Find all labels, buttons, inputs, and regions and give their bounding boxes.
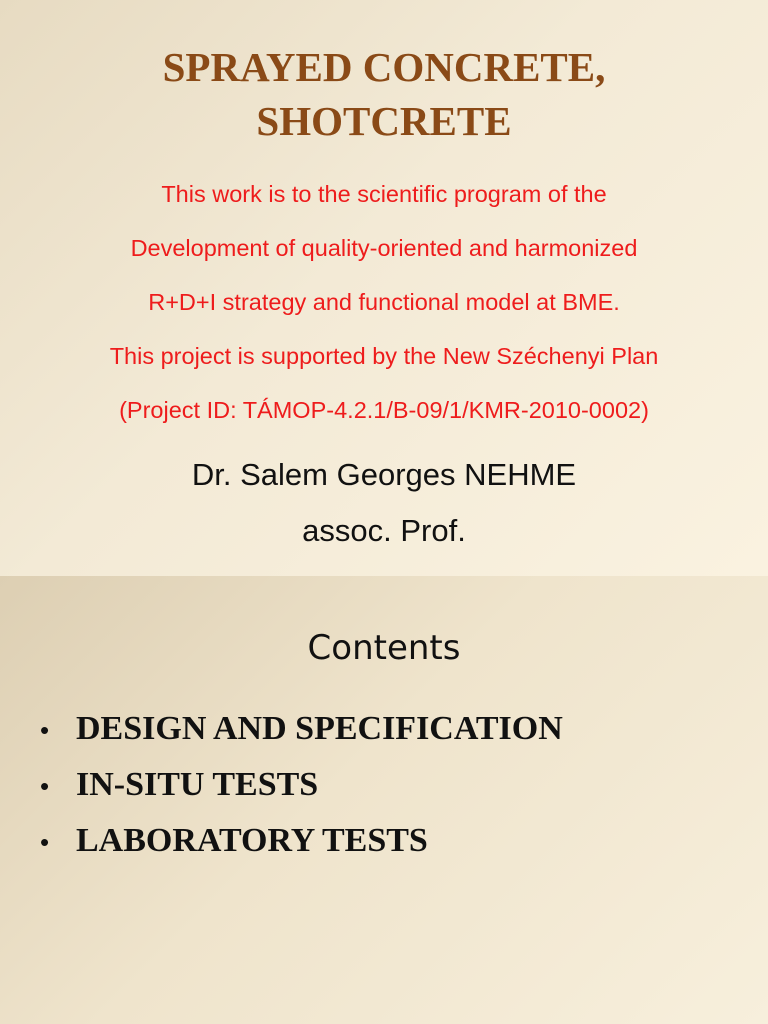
funding-text-line-3: R+D+I strategy and functional model at BME.: [148, 289, 620, 315]
bullet-icon: •: [40, 771, 50, 801]
author-name: Dr. Salem Georges NEHME: [191, 457, 577, 492]
contents-list: [40, 710, 563, 878]
funding-text-line-1: This work is to the scientific program of the: [161, 181, 607, 207]
slide-title-line-2: SHOTCRETE: [256, 98, 512, 144]
contents-item-laboratory: [40, 822, 563, 878]
contents-item-label: DESIGN AND SPECIFICATION: [76, 710, 563, 747]
contents-item-design: [40, 710, 563, 766]
author-role: assoc. Prof.: [302, 513, 466, 548]
contents-item-label: IN-SITU TESTS: [76, 766, 319, 803]
contents-item-label: LABORATORY TESTS: [76, 822, 428, 859]
bullet-icon: •: [40, 715, 50, 745]
contents-item-in-situ: [40, 766, 563, 822]
funding-text-line-4: This project is supported by the New Széchenyi Plan: [109, 343, 659, 369]
contents-title: Contents: [307, 628, 461, 668]
contents-slide: [0, 576, 768, 1024]
project-id-line: (Project ID: TÁMOP-4.2.1/B-09/1/KMR-2010-0002): [119, 397, 649, 423]
slide-title-line-1: SPRAYED CONCRETE,: [162, 44, 606, 90]
funding-text-line-2: Development of quality-oriented and harmonized: [130, 235, 638, 261]
bullet-icon: •: [40, 827, 50, 857]
